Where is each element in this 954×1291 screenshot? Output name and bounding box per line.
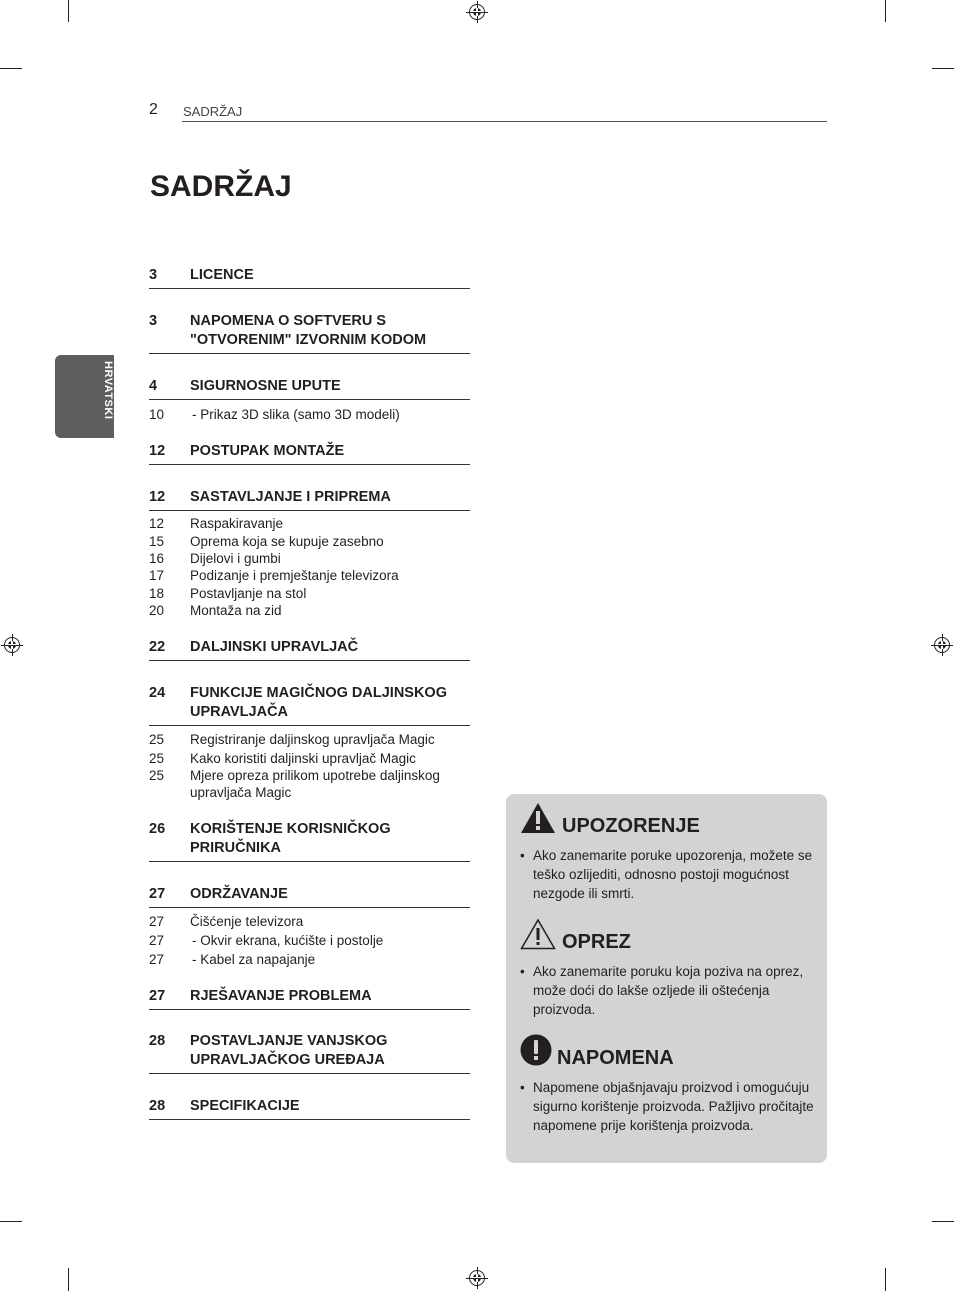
toc-subitem[interactable] [149, 913, 303, 930]
caution-text: • Ako zanemarite poruku koja poziva na oprez, može doći do lakše ozljede ili oštećenja proizvoda. [520, 962, 816, 1019]
registration-mark-icon [469, 1270, 485, 1286]
header-rule [182, 121, 827, 122]
toc-title: Raspakiravanje [190, 516, 284, 531]
toc-page: 25 [149, 768, 165, 783]
toc-title: Montaža na zid [190, 603, 282, 618]
toc-page: 28 [149, 1033, 166, 1049]
crop-mark [885, 0, 886, 22]
toc-title: ODRŽAVANJE [190, 886, 288, 902]
toc-heading[interactable] [149, 266, 470, 289]
toc-page: 27 [149, 886, 166, 902]
toc-subitem[interactable] [149, 585, 306, 602]
note-text-body: Napomene objašnjavaju proizvod i omogućuju sigurno korištenje proizvoda. Pažljivo pročitajte napomene prije korištenja proizvoda. [533, 1080, 814, 1133]
toc-title: SPECIFIKACIJE [190, 1098, 300, 1114]
toc-title: Registriranje daljinskog upravljača Magic [190, 732, 435, 747]
language-tab-label: HRVATSKI [102, 361, 114, 420]
caution-title: OPREZ [562, 931, 631, 953]
toc-title: - Okvir ekrana, kućište i postolje [192, 933, 384, 948]
toc-page: 20 [149, 603, 165, 618]
toc-heading[interactable] [149, 820, 470, 862]
toc-page: 27 [149, 988, 166, 1004]
page-number: 2 [149, 101, 158, 118]
toc-page: 12 [149, 443, 166, 459]
toc-title: KORIŠTENJE KORISNIČKOG PRIRUČNIKA [190, 821, 391, 856]
crop-mark [932, 68, 954, 69]
toc-page: 26 [149, 821, 166, 837]
toc-heading[interactable] [149, 684, 470, 726]
crop-mark [0, 1221, 22, 1222]
toc-heading[interactable] [149, 377, 470, 400]
toc-title: Podizanje i premještanje televizora [190, 568, 399, 583]
toc-title: LICENCE [190, 267, 254, 283]
toc-page: 27 [149, 933, 165, 948]
crop-mark [0, 68, 22, 69]
crop-mark [932, 1221, 954, 1222]
crop-mark [68, 1268, 69, 1291]
warning-text: • Ako zanemarite poruke upozorenja, možete se teško ozlijediti, odnosno postoji mogućnost nezgode ili smrti. [520, 846, 816, 903]
caution-triangle-icon [520, 918, 556, 950]
note-title: NAPOMENA [557, 1047, 674, 1069]
crop-mark [885, 1268, 886, 1291]
toc-title: POSTUPAK MONTAŽE [190, 443, 345, 459]
toc-page: 28 [149, 1098, 166, 1114]
toc-heading[interactable] [149, 987, 470, 1010]
page-title: SADRŽAJ [150, 170, 292, 203]
toc-page: 16 [149, 551, 165, 566]
toc-page: 27 [149, 952, 165, 967]
registration-mark-icon [934, 637, 950, 653]
toc-page: 3 [149, 313, 158, 329]
toc-subitem[interactable] [149, 550, 281, 567]
warning-title: UPOZORENJE [562, 815, 700, 837]
running-title: SADRŽAJ [183, 104, 243, 119]
toc-subitem[interactable] [149, 406, 400, 423]
toc-subitem[interactable] [149, 567, 399, 584]
language-tab [55, 355, 114, 438]
toc-page: 15 [149, 534, 165, 549]
toc-heading[interactable] [149, 1032, 470, 1074]
toc-page: 3 [149, 267, 158, 283]
toc-title: SIGURNOSNE UPUTE [190, 378, 341, 394]
toc-heading[interactable] [149, 885, 470, 908]
toc-subitem[interactable] [149, 951, 315, 968]
toc-page: 4 [149, 378, 158, 394]
toc-title: Kako koristiti daljinski upravljač Magic [190, 751, 416, 766]
toc-page: 27 [149, 914, 165, 929]
toc-title: Oprema koja se kupuje zasebno [190, 534, 384, 549]
toc-heading[interactable] [149, 442, 470, 465]
toc-heading[interactable] [149, 1097, 470, 1120]
toc-title: Dijelovi i gumbi [190, 551, 281, 566]
safety-notice-box [506, 794, 827, 1163]
toc-title: Mjere opreza prilikom upotrebe daljinskog upravljača Magic [190, 768, 440, 800]
registration-mark-icon [469, 4, 485, 20]
toc-page: 24 [149, 685, 166, 701]
note-exclamation-icon [520, 1034, 552, 1066]
warning-triangle-icon [520, 802, 556, 834]
toc-subitem[interactable] [149, 602, 282, 619]
toc-title: - Prikaz 3D slika (samo 3D modeli) [192, 407, 400, 422]
toc-page: 12 [149, 489, 166, 505]
toc-subitem[interactable] [149, 750, 416, 767]
toc-subitem[interactable] [149, 767, 470, 801]
toc-subitem[interactable] [149, 731, 435, 748]
note-text: • Napomene objašnjavaju proizvod i omogućuju sigurno korištenje proizvoda. Pažljivo pročitajte napomene prije korištenja proizvoda. [520, 1078, 816, 1135]
registration-mark-icon [4, 637, 20, 653]
toc-title: DALJINSKI UPRAVLJAČ [190, 639, 359, 655]
toc-page: 12 [149, 516, 165, 531]
toc-page: 25 [149, 732, 165, 747]
toc-subitem[interactable] [149, 932, 383, 949]
toc-title: Postavljanje na stol [190, 586, 307, 601]
toc-page: 22 [149, 639, 166, 655]
toc-subitem[interactable] [149, 515, 283, 532]
toc-title: POSTAVLJANJE VANJSKOG UPRAVLJAČKOG UREĐAJA [190, 1033, 388, 1068]
toc-page: 18 [149, 586, 165, 601]
toc-title: SASTAVLJANJE I PRIPREMA [190, 489, 391, 505]
toc-title: Čišćenje televizora [190, 914, 304, 929]
toc-heading[interactable] [149, 638, 470, 661]
toc-title: NAPOMENA O SOFTVERU S "OTVORENIM" IZVORNIM KODOM [190, 313, 427, 348]
toc-heading[interactable] [149, 312, 470, 354]
toc-page: 17 [149, 568, 165, 583]
warning-text-body: Ako zanemarite poruke upozorenja, možete se teško ozlijediti, odnosno postoji mogućnost nezgode ili smrti. [533, 848, 813, 901]
toc-title: RJEŠAVANJE PROBLEMA [190, 988, 372, 1004]
caution-text-body: Ako zanemarite poruku koja poziva na oprez, može doći do lakše ozljede ili oštećenja proizvoda. [533, 964, 804, 1017]
toc-title: FUNKCIJE MAGIČNOG DALJINSKOG UPRAVLJAČA [190, 685, 447, 720]
toc-page: 10 [149, 407, 165, 422]
toc-title: - Kabel za napajanje [192, 952, 316, 967]
crop-mark [68, 0, 69, 22]
toc-page: 25 [149, 751, 165, 766]
toc-subitem[interactable] [149, 533, 384, 550]
toc-heading[interactable] [149, 488, 470, 511]
